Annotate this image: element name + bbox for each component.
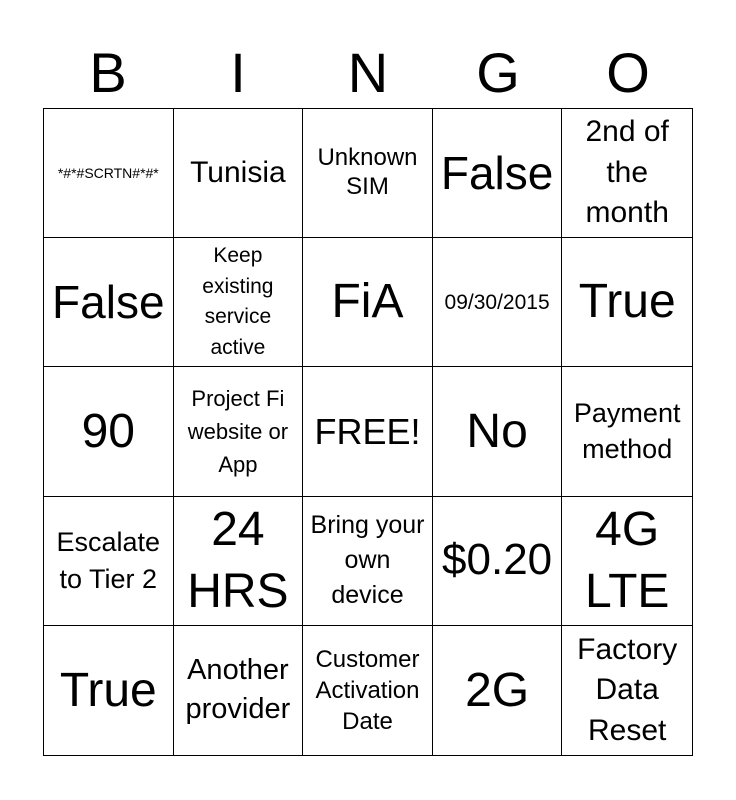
cell-text: True <box>578 275 676 329</box>
bingo-cell[interactable] <box>303 626 433 755</box>
bingo-cell[interactable] <box>562 367 692 496</box>
cell-text: Factory Data Reset <box>577 632 678 747</box>
bingo-cell[interactable] <box>562 238 692 367</box>
bingo-cell[interactable] <box>44 109 174 238</box>
cell-text: Unknown SIM <box>317 144 418 201</box>
bingo-cell[interactable] <box>44 367 174 496</box>
cell-text: False <box>52 275 165 328</box>
header-letter-n: N <box>347 41 389 104</box>
bingo-cell[interactable] <box>174 626 304 755</box>
bingo-cell[interactable] <box>303 367 433 496</box>
bingo-cell[interactable] <box>174 109 304 238</box>
bingo-cell[interactable] <box>44 626 174 755</box>
cell-text: True <box>59 663 157 717</box>
cell-text: Another provider <box>185 654 291 726</box>
header-letter-i: I <box>230 41 246 104</box>
bingo-cell[interactable] <box>44 497 174 626</box>
cell-text: Bring your own device <box>310 511 425 610</box>
cell-text: Keep existing service active <box>202 244 274 359</box>
bingo-board <box>43 108 693 756</box>
bingo-cell[interactable] <box>174 367 304 496</box>
cell-text: 2nd of the month <box>585 115 669 230</box>
header-letter-b: B <box>89 41 127 104</box>
cell-text: 90 <box>81 404 135 458</box>
bingo-cell[interactable] <box>433 109 563 238</box>
cell-text: 4G LTE <box>584 503 670 618</box>
bingo-cell[interactable] <box>433 626 563 755</box>
bingo-cell[interactable] <box>303 109 433 238</box>
bingo-cell[interactable] <box>433 367 563 496</box>
header-letter-g: G <box>476 41 520 104</box>
cell-text: FiA <box>331 275 404 329</box>
header-letter-o: O <box>606 41 650 104</box>
cell-text: FREE! <box>314 410 421 452</box>
bingo-header <box>43 38 693 108</box>
bingo-cell[interactable] <box>433 238 563 367</box>
bingo-cell[interactable] <box>562 109 692 238</box>
cell-text: Tunisia <box>190 155 286 189</box>
cell-text: 09/30/2015 <box>444 290 550 314</box>
bingo-cell[interactable] <box>562 626 692 755</box>
cell-text: Project Fi website or App <box>187 385 289 477</box>
bingo-cell[interactable] <box>174 497 304 626</box>
cell-text: Payment method <box>573 398 681 465</box>
cell-text: $0.20 <box>442 535 553 585</box>
cell-text: *#*#SCRTN#*#* <box>57 164 159 181</box>
cell-text: False <box>440 146 554 199</box>
bingo-cell[interactable] <box>174 238 304 367</box>
cell-text: Customer Activation Date <box>315 645 420 735</box>
cell-text: 2G <box>465 663 530 717</box>
bingo-cell[interactable] <box>44 238 174 367</box>
cell-text: 24 HRS <box>187 503 289 618</box>
cell-text: Escalate to Tier 2 <box>56 527 161 594</box>
bingo-cell[interactable] <box>433 497 563 626</box>
bingo-cell[interactable] <box>303 497 433 626</box>
bingo-cell[interactable] <box>303 238 433 367</box>
bingo-cell[interactable] <box>562 497 692 626</box>
cell-text: No <box>466 404 528 458</box>
